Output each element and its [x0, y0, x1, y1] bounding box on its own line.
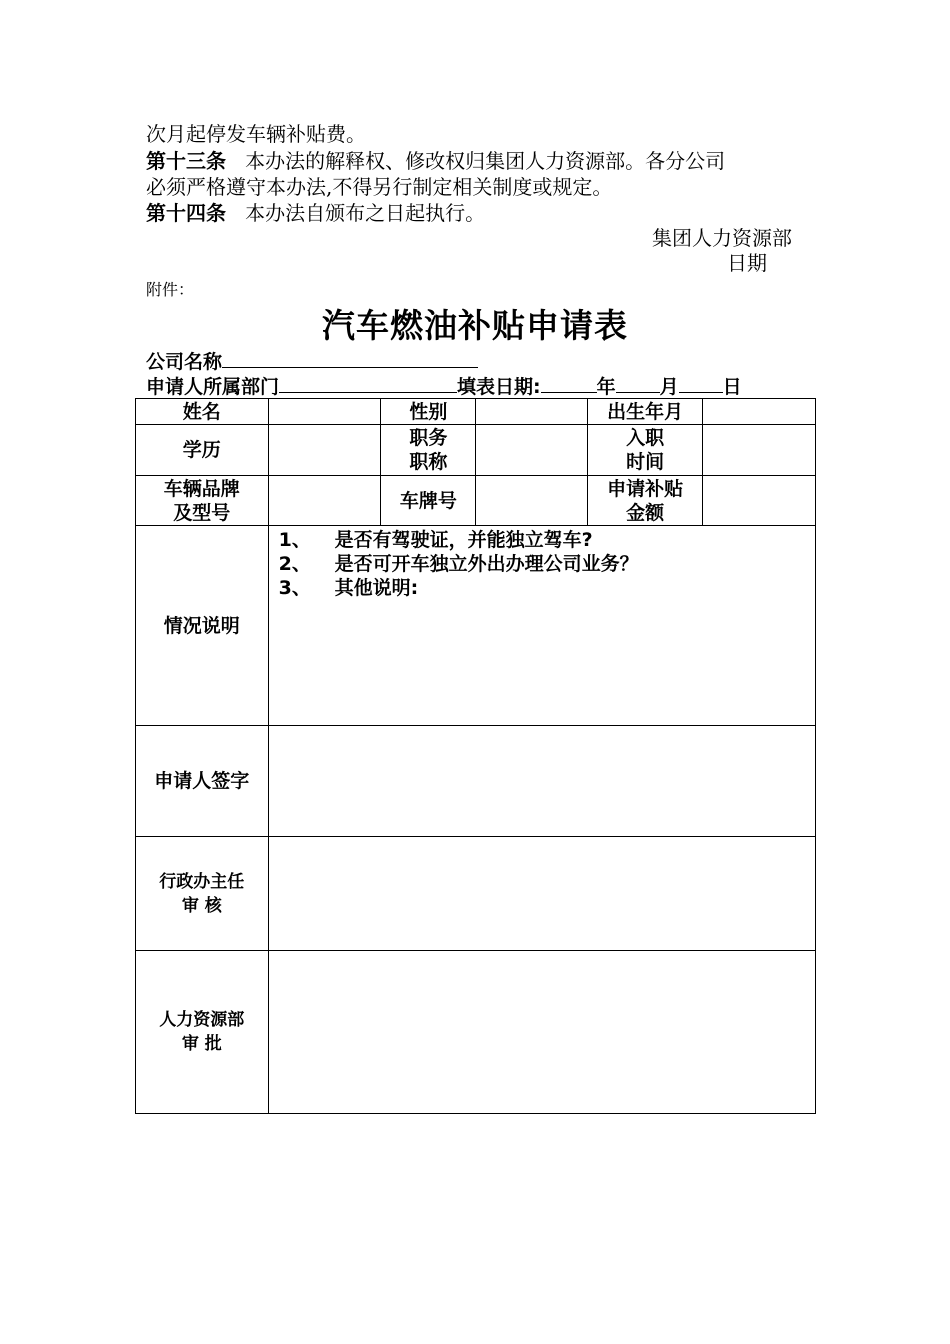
- note-item: [279, 576, 815, 600]
- admin-review-label: [136, 837, 269, 951]
- join-date-label-line2: 时间: [626, 451, 665, 473]
- attachment-label: 附件：: [146, 280, 195, 299]
- hr-approval-line2: 审 批: [181, 1034, 222, 1054]
- education-label: 学历: [136, 425, 269, 476]
- plate-cell[interactable]: [476, 476, 588, 526]
- month-label: 月: [659, 376, 679, 398]
- signature-date: 日期: [727, 251, 767, 275]
- table-row: [136, 726, 816, 837]
- note-number: 3、: [278, 577, 311, 599]
- birth-cell[interactable]: [703, 399, 816, 425]
- paragraph-line: 次月起停发车辆补贴费。: [146, 122, 366, 146]
- application-form-table: [135, 398, 816, 1114]
- note-text: 其他说明:: [334, 577, 419, 599]
- join-date-label: [588, 425, 703, 476]
- year-label: 年: [596, 376, 616, 398]
- gender-cell[interactable]: [476, 399, 588, 425]
- hr-approval-label: [136, 951, 269, 1114]
- applicant-sign-label: 申请人签字: [136, 726, 269, 837]
- situation-label: 情况说明: [136, 526, 269, 726]
- note-text: 是否有驾驶证，并能独立驾车?: [334, 529, 593, 551]
- article-14: [146, 200, 485, 226]
- position-label-line1: 职务: [409, 427, 448, 449]
- education-cell[interactable]: [268, 425, 381, 476]
- article-13: [146, 148, 725, 174]
- note-text: 是否可开车独立外出办理公司业务？: [334, 553, 639, 575]
- article-14-text: 本办法自颁布之日起执行。: [245, 201, 486, 225]
- amount-label-line2: 金额: [626, 501, 665, 524]
- year-blank[interactable]: [541, 373, 597, 393]
- department-date-field: [146, 372, 742, 399]
- vehicle-label-line1: 车辆品牌: [163, 477, 240, 500]
- situation-notes-cell[interactable]: [268, 526, 815, 726]
- company-name-field: [146, 347, 478, 374]
- day-blank[interactable]: [679, 373, 723, 393]
- article-14-label: 第十四条: [146, 201, 226, 225]
- note-number: 2、: [278, 553, 311, 575]
- admin-review-line1: 行政办主任: [159, 871, 245, 892]
- vehicle-label-line2: 及型号: [173, 501, 231, 524]
- table-row: [136, 526, 816, 726]
- table-row: [136, 476, 816, 526]
- name-cell[interactable]: [268, 399, 381, 425]
- applicant-sign-cell[interactable]: [268, 726, 815, 837]
- article-13-continued: 必须严格遵守本办法,不得另行制定相关制度或规定。: [146, 175, 613, 199]
- fill-date-label: 填表日期:: [457, 376, 541, 398]
- day-label: 日: [722, 376, 742, 398]
- company-name-blank[interactable]: [222, 348, 478, 368]
- birth-label: 出生年月: [588, 399, 703, 425]
- company-name-label: 公司名称: [146, 351, 223, 373]
- admin-review-cell[interactable]: [268, 837, 815, 951]
- position-label: [381, 425, 476, 476]
- vehicle-label: [136, 476, 269, 526]
- note-number: 1、: [278, 529, 311, 551]
- name-label: 姓名: [136, 399, 269, 425]
- article-13-label: 第十三条: [146, 149, 226, 173]
- note-item: [279, 528, 815, 552]
- month-blank[interactable]: [616, 373, 660, 393]
- position-cell[interactable]: [476, 425, 588, 476]
- plate-label: 车牌号: [381, 476, 476, 526]
- form-title: 汽车燃油补贴申请表: [322, 306, 628, 345]
- hr-approval-line1: 人力资源部: [159, 1010, 245, 1030]
- table-row: [136, 425, 816, 476]
- department-blank[interactable]: [279, 373, 457, 393]
- note-item: [279, 552, 815, 576]
- gender-label: 性别: [381, 399, 476, 425]
- article-13-text: 本办法的解释权、修改权归集团人力资源部。各分公司: [245, 149, 726, 173]
- amount-cell[interactable]: [703, 476, 816, 526]
- join-date-cell[interactable]: [703, 425, 816, 476]
- vehicle-cell[interactable]: [268, 476, 381, 526]
- hr-approval-cell[interactable]: [268, 951, 815, 1114]
- position-label-line2: 职称: [409, 451, 448, 473]
- amount-label-line1: 申请补贴: [607, 477, 684, 500]
- admin-review-line2: 审 核: [181, 895, 222, 916]
- table-row: [136, 951, 816, 1114]
- join-date-label-line1: 入职: [626, 427, 665, 449]
- department-label: 申请人所属部门: [146, 376, 280, 398]
- table-row: [136, 837, 816, 951]
- table-row: [136, 399, 816, 425]
- signature-dept: 集团人力资源部: [652, 226, 792, 250]
- amount-label: [588, 476, 703, 526]
